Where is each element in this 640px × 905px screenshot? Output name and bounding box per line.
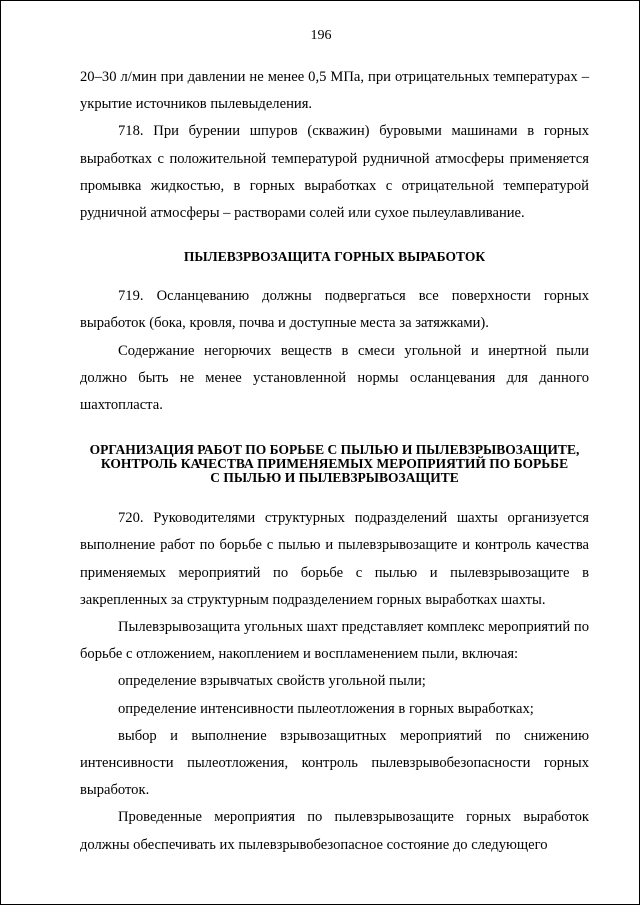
page-number: 196 <box>310 28 332 43</box>
heading-line: ПЫЛЕВЗРВОЗАЩИТА ГОРНЫХ ВЫРАБОТОК <box>183 249 486 265</box>
paragraph-continuation: 20–30 л/мин при давлении не менее 0,5 МПа, при отрицательных температурах – укрытие источников пылевыделения. <box>80 69 589 113</box>
section-heading-organization-of-works <box>80 443 589 485</box>
paragraph-718: 718. При бурении шпуров (скважин) буровыми машинами в горных выработках с положительной температурой рудничной атмосферы применяется промывка жидкостью, в горных выработках с отрицательной температурой рудничной атмосферы – растворами солей или сухое пылеулавливание. <box>80 123 589 222</box>
paragraph-protection-complex: Пылевзрывозащита угольных шахт представляет комплекс мероприятий по борьбе с отложением, накоплением и воспламенением пыли, включая: <box>80 619 589 663</box>
heading-line: КОНТРОЛЬ КАЧЕСТВА ПРИМЕНЯЕМЫХ МЕРОПРИЯТИЙ ПО БОРЬБЕ <box>100 456 569 472</box>
list-item-explosive-properties: определение взрывчатых свойств угольной пыли; <box>118 673 426 690</box>
list-item-deposition-intensity: определение интенсивности пылеотложения в горных выработках; <box>118 700 534 717</box>
paragraph-720: 720. Руководителями структурных подразделений шахты организуется выполнение работ по борьбе с пылью и пылевзрывозащите и контроль качества применяемых мероприятий по борьбе с пылью и пылевзрывозащите в закрепленных за структурным подразделением горных выработках шахты. <box>80 510 589 608</box>
heading-line: С ПЫЛЬЮ И ПЫЛЕВЗРЫВОЗАЩИТЕ <box>210 470 459 486</box>
list-item-measures-selection: выбор и выполнение взрывозащитных мероприятий по снижению интенсивности пылеотложения, контроль пылевзрывобезопасности горных выработок. <box>80 727 589 799</box>
heading-line: ОРГАНИЗАЦИЯ РАБОТ ПО БОРЬБЕ С ПЫЛЬЮ И ПЫЛЕВЗРЫВОЗАЩИТЕ, <box>89 442 580 458</box>
paragraph-inert-dust-content: Содержание негорючих веществ в смеси угольной и инертной пыли должно быть не менее установленной нормы осланцевания для данного шахтопласта. <box>80 342 589 414</box>
section-heading-dust-explosion-protection <box>80 250 589 264</box>
document-body <box>80 64 589 859</box>
paragraph-measures-result: Проведенные мероприятия по пылевзрывозащите горных выработок должны обеспечивать их пылевзрывобезопасное состояние до следующего <box>80 809 589 853</box>
paragraph-719: 719. Осланцеванию должны подвергаться все поверхности горных выработок (бока, кровля, почва и доступные места за затяжками). <box>80 288 589 332</box>
